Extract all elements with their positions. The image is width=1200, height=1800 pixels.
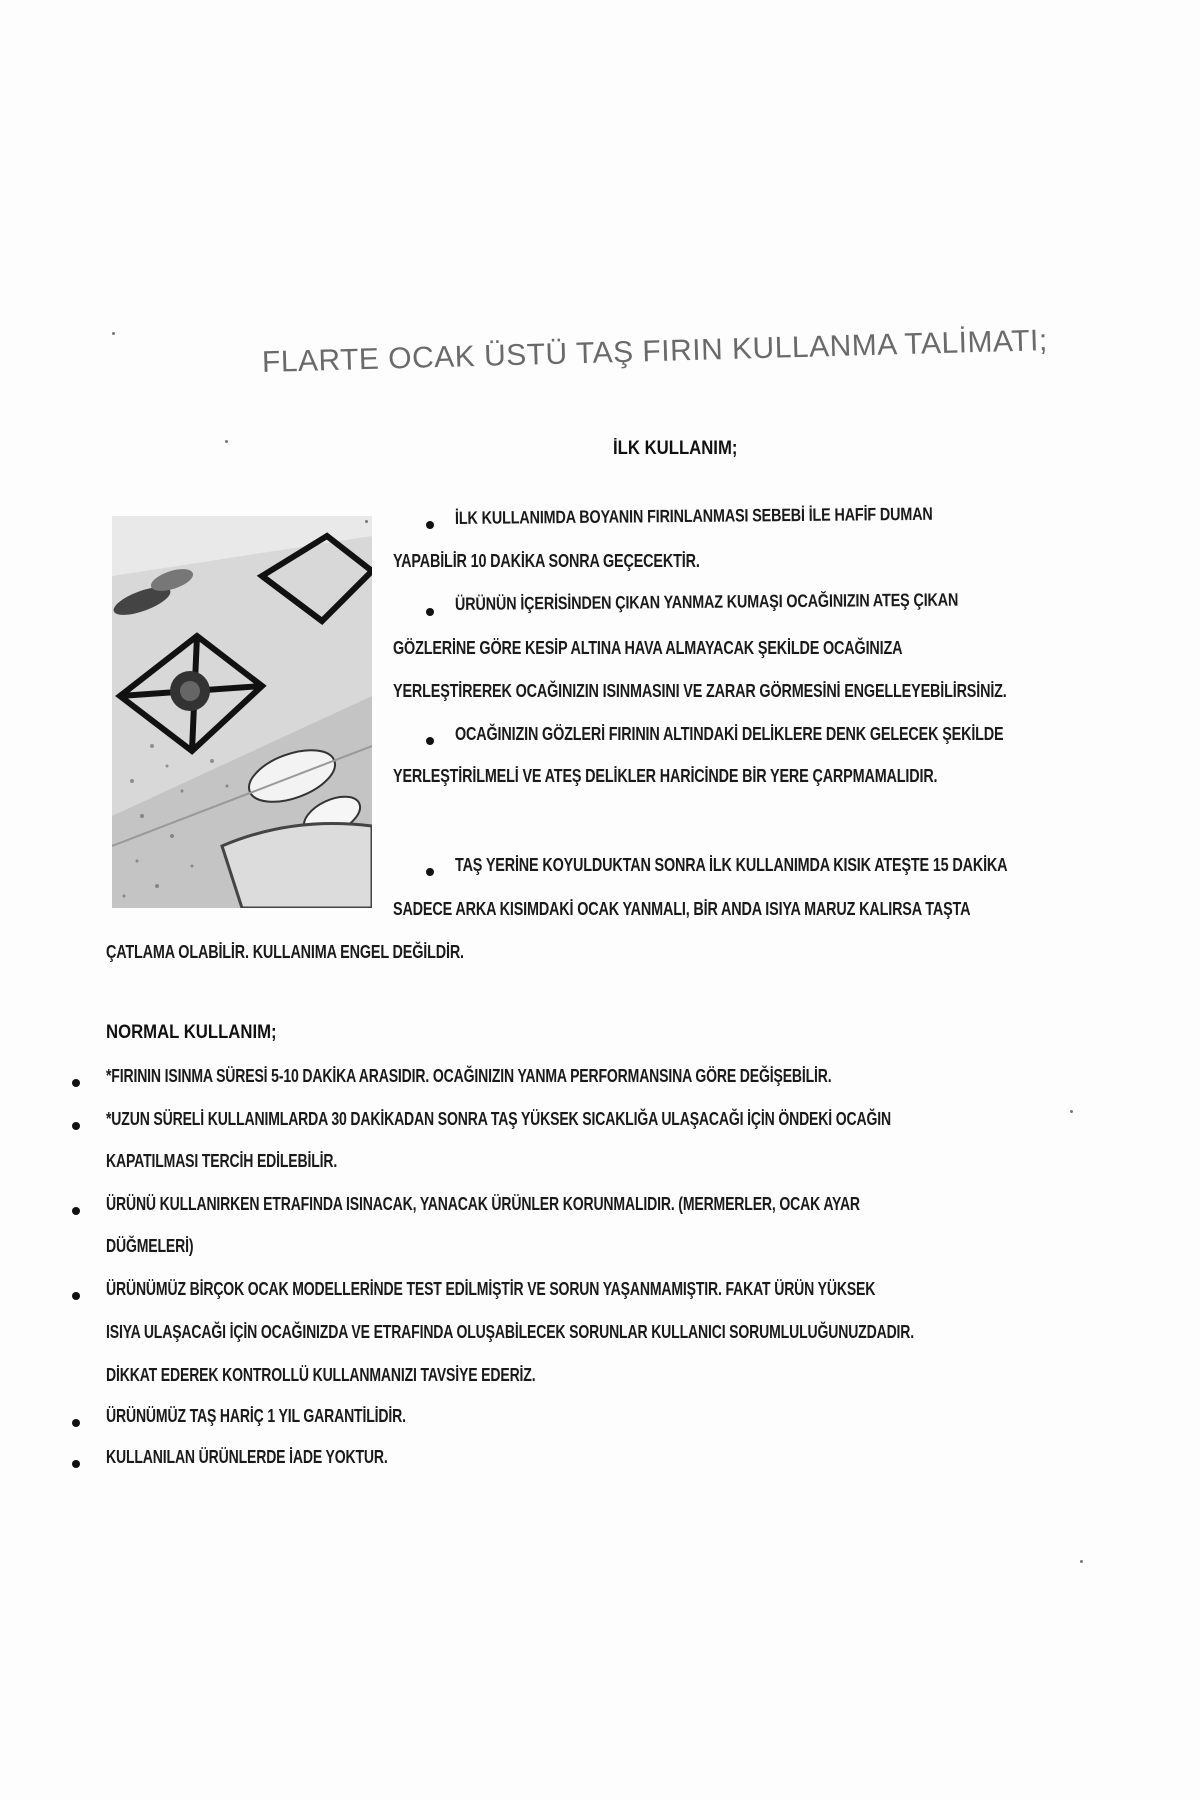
- first-use-line: İLK KULLANIMDA BOYANIN FIRINLANMASI SEBEBİ İLE HAFİF DUMAN: [454, 503, 933, 528]
- first-use-line: SADECE ARKA KISIMDAKİ OCAK YANMALI, BİR ANDA ISIYA MARUZ KALIRSA TAŞTA: [393, 899, 971, 919]
- first-use-line: TAŞ YERİNE KOYULDUKTAN SONRA İLK KULLANIMDA KISIK ATEŞTE 15 DAKİKA: [455, 855, 1008, 875]
- scan-speck: [365, 520, 368, 523]
- normal-use-line: DÜĞMELERİ): [106, 1236, 194, 1256]
- bullet-dot: [72, 1292, 80, 1300]
- normal-use-heading: NORMAL KULLANIM;: [106, 1022, 277, 1043]
- scan-speck: [225, 440, 228, 443]
- bullet-dot: [72, 1460, 80, 1468]
- bullet-dot: [72, 1207, 80, 1215]
- normal-use-line: ÜRÜNÜMÜZ BİRÇOK OCAK MODELLERİNDE TEST EDİLMİŞTİR VE SORUN YAŞANMAMIŞTIR. FAKAT ÜRÜN YÜKSEK: [106, 1279, 876, 1299]
- bullet-dot: [72, 1419, 80, 1427]
- first-use-line: OCAĞINIZIN GÖZLERİ FIRININ ALTINDAKİ DELİKLERE DENK GELECEK ŞEKİLDE: [455, 724, 1004, 744]
- normal-use-line: ÜRÜNÜMÜZ TAŞ HARİÇ 1 YIL GARANTİLİDİR.: [106, 1406, 406, 1426]
- scan-speck: [1080, 1560, 1083, 1563]
- first-use-heading: İLK KULLANIM;: [613, 438, 738, 459]
- first-use-line: ÜRÜNÜN İÇERİSİNDEN ÇIKAN YANMAZ KUMAŞI OCAĞINIZIN ATEŞ ÇIKAN: [454, 589, 959, 614]
- bullet-dot: [426, 521, 434, 529]
- first-use-line: YERLEŞTİREREK OCAĞINIZIN ISINMASINI VE ZARAR GÖRMESİNİ ENGELLEYEBİLİRSİNİZ.: [393, 681, 1007, 701]
- bullet-dot: [72, 1079, 80, 1087]
- normal-use-line: KULLANILAN ÜRÜNLERDE İADE YOKTUR.: [106, 1447, 388, 1467]
- bullet-dot: [426, 737, 434, 745]
- normal-use-line: DİKKAT EDEREK KONTROLLÜ KULLANMANIZI TAVSİYE EDERİZ.: [106, 1365, 536, 1385]
- first-use-line: GÖZLERİNE GÖRE KESİP ALTINA HAVA ALMAYACAK ŞEKİLDE OCAĞINIZA: [393, 638, 903, 658]
- normal-use-line: ISIYA ULAŞACAĞI İÇİN OCAĞINIZDA VE ETRAFINDA OLUŞABİLECEK SORUNLAR KULLANICI SORUMLULUĞUNUZDADIR.: [106, 1322, 915, 1342]
- gas-stove-with-grates-icon: [112, 516, 372, 908]
- normal-use-line: ÜRÜNÜ KULLANIRKEN ETRAFINDA ISINACAK, YANACAK ÜRÜNLER KORUNMALIDIR. (MERMERLER, OCAK AYAR: [106, 1194, 860, 1214]
- normal-use-line: KAPATILMASI TERCİH EDİLEBİLİR.: [106, 1151, 338, 1171]
- bullet-dot: [72, 1122, 80, 1130]
- first-use-line: ÇATLAMA OLABİLİR. KULLANIMA ENGEL DEĞİLDİR.: [106, 942, 464, 962]
- document-title: FLARTE OCAK ÜSTÜ TAŞ FIRIN KULLANMA TALİMATI;: [261, 324, 1049, 379]
- first-use-line: YERLEŞTİRİLMELİ VE ATEŞ DELİKLER HARİCİNDE BİR YERE ÇARPMAMALIDIR.: [393, 766, 938, 786]
- bullet-dot: [426, 608, 434, 616]
- normal-use-line: *UZUN SÜRELİ KULLANIMLARDA 30 DAKİKADAN SONRA TAŞ YÜKSEK SICAKLIĞA ULAŞACAĞI İÇİN ÖNDEKİ OCAĞIN: [106, 1109, 891, 1129]
- first-use-line: YAPABİLİR 10 DAKİKA SONRA GEÇECEKTİR.: [393, 551, 700, 571]
- scan-speck: [112, 332, 115, 335]
- gas-stove-photo: [112, 516, 372, 908]
- normal-use-line: *FIRININ ISINMA SÜRESİ 5-10 DAKİKA ARASIDIR. OCAĞINIZIN YANMA PERFORMANSINA GÖRE DEĞİŞEBİLİR.: [106, 1066, 832, 1086]
- bullet-dot: [426, 868, 434, 876]
- scan-speck: [1070, 1110, 1073, 1113]
